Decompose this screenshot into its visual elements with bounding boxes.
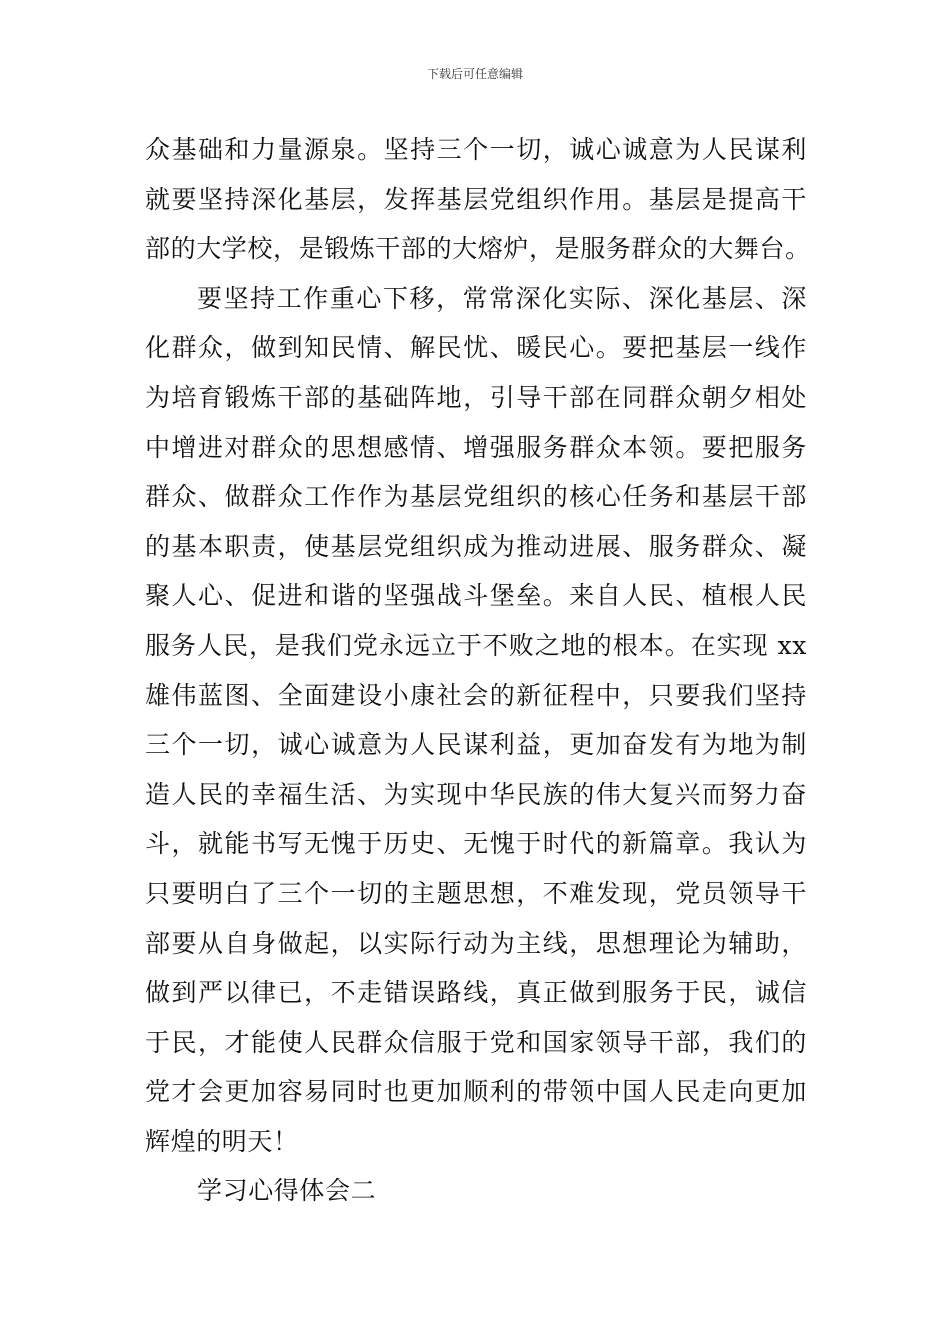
paragraph-2-line-18: 辉煌的明天！	[145, 1126, 299, 1156]
paragraph-2-line-16: 于民，才能使人民群众信服于党和国家领导干部，我们的	[145, 1027, 807, 1057]
paragraph-2-line-17: 党才会更加容易同时也更加顺利的带领中国人民走向更加	[145, 1077, 807, 1107]
paragraph-2-line-7: 聚人心、促进和谐的坚强战斗堡垒。来自人民、植根人民	[145, 581, 807, 611]
paragraph-2-line-11: 造人民的幸福生活、为实现中华民族的伟大复兴而努力奋	[145, 779, 807, 809]
paragraph-2-line-1: 要坚持工作重心下移，常常深化实际、深化基层、深	[197, 283, 807, 313]
paragraph-2-line-14: 部要从自身做起，以实际行动为主线，思想理论为辅助，	[145, 928, 807, 958]
paragraph-2-line-8: 服务人民，是我们党永远立于不败之地的根本。在实现 xx	[145, 630, 807, 660]
paragraph-2-line-12: 斗，就能书写无愧于历史、无愧于时代的新篇章。我认为	[145, 829, 807, 859]
paragraph-2-line-4: 中增进对群众的思想感情、增强服务群众本领。要把服务	[145, 432, 807, 462]
page-header: 下载后可任意编辑	[426, 67, 523, 81]
paragraph-2-line-5: 群众、做群众工作作为基层党组织的核心任务和基层干部	[145, 482, 807, 512]
paragraph-2-line-2: 化群众，做到知民情、解民忧、暖民心。要把基层一线作	[145, 333, 807, 363]
paragraph-1-line-1: 众基础和力量源泉。坚持三个一切，诚心诚意为人民谋利	[145, 135, 807, 164]
paragraph-2-line-13: 只要明白了三个一切的主题思想，不难发现，党员领导干	[145, 878, 807, 908]
paragraph-1-line-2: 就要坚持深化基层，发挥基层党组织作用。基层是提高干	[145, 184, 807, 214]
section-heading: 学习心得体会二	[197, 1176, 377, 1206]
document-body	[145, 125, 811, 1216]
paragraph-2-line-9: 雄伟蓝图、全面建设小康社会的新征程中，只要我们坚持	[145, 680, 807, 710]
paragraph-1-line-3: 部的大学校，是锻炼干部的大熔炉，是服务群众的大舞台。	[145, 234, 811, 264]
paragraph-2-line-3: 为培育锻炼干部的基础阵地，引导干部在同群众朝夕相处	[145, 382, 807, 412]
paragraph-2-line-15: 做到严以律已，不走错误路线，真正做到服务于民，诚信	[145, 978, 807, 1008]
paragraph-2-line-10: 三个一切，诚心诚意为人民谋利益，更加奋发有为地为制	[145, 730, 807, 760]
paragraph-2-line-6: 的基本职责，使基层党组织成为推动进展、服务群众、凝	[145, 531, 807, 561]
